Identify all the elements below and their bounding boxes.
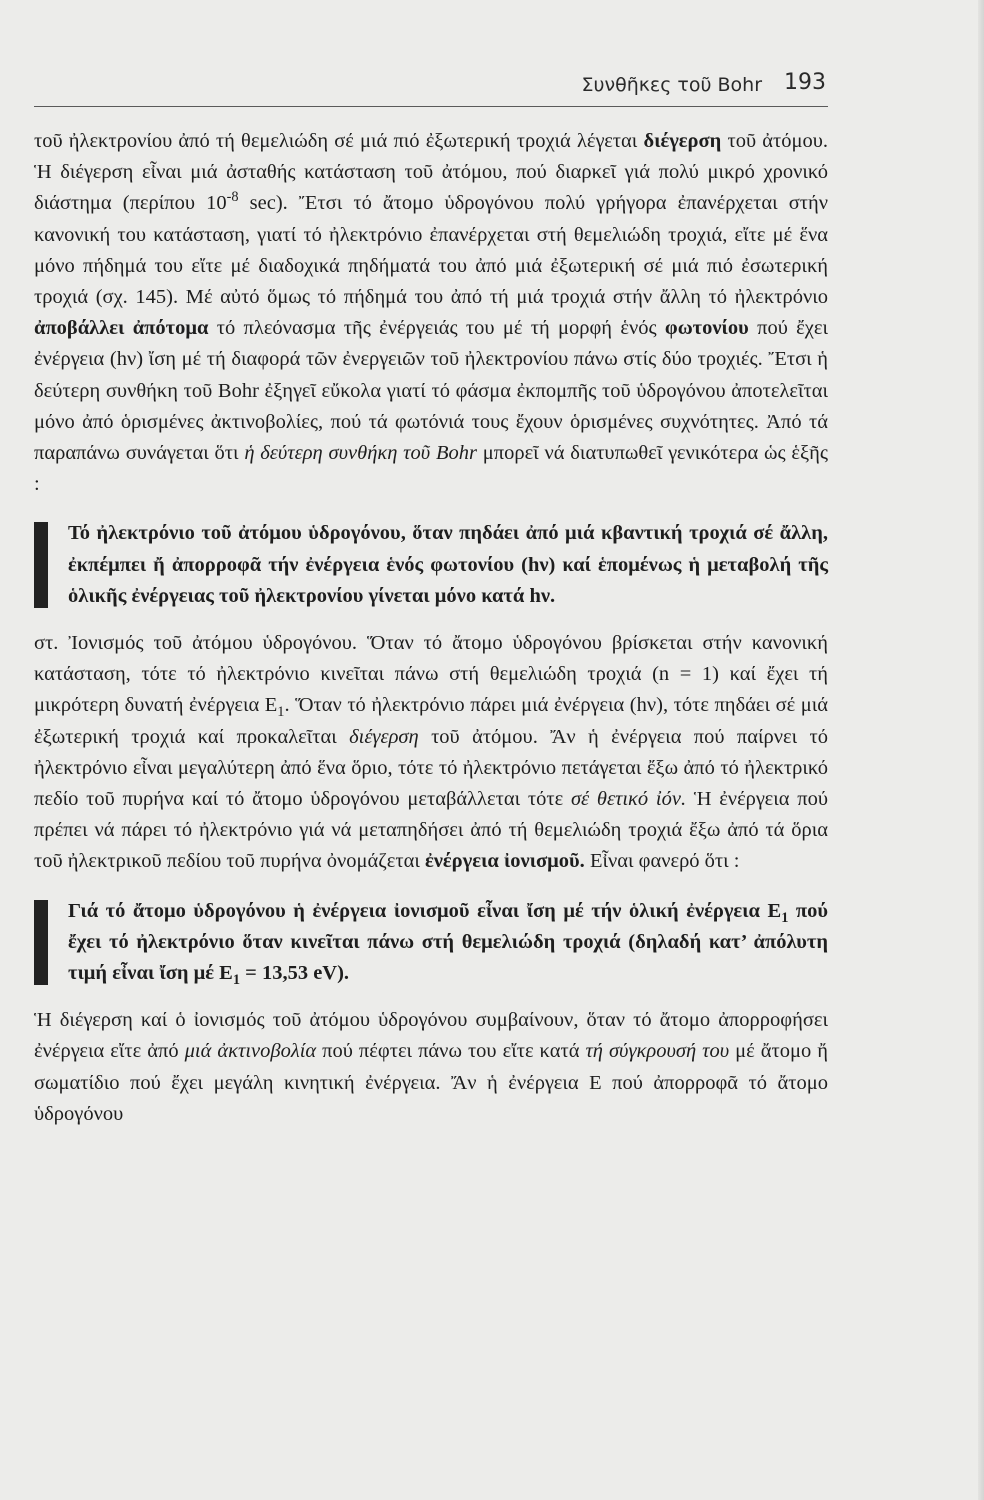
text-run: sec). Ἔτσι τό ἄτομο ὑδρογόνου πολύ γρήγορα ἐπανέρχεται στήν κανονική του κατάσταση, γιατί τό ἠλεκτρόνιο ἐπανέρχεται στή θεμελιώδη τροχιά, εἴτε μέ ἕνα μόνο πήδημά του εἴτε μέ διαδοχικά πηδήματά του ἀπό μιά ἐξωτερική σέ μιά πιό ἐσωτερική τροχιά (σχ. 145). Μέ αὐτό ὅμως τό πήδημά του ἀπό τή μιά τροχιά στήν ἄλλη τό ἠλεκτρόνιο <box>34 192 828 309</box>
text-run: πού ἔχει τό ἠλεκτρόνιο ὅταν κινεῖται πάνω στή θεμελιώδη τροχιά (δηλαδή κατ’ ἀπόλυτη τιμή εἶναι ἴση μέ E <box>68 899 828 985</box>
text-run: τοῦ ἠλεκτρονίου ἀπό τή θεμελιώδη σέ μιά πιό ἐξωτερική τροχιά λέγεται <box>34 130 644 152</box>
boxed-statement <box>68 896 828 990</box>
term-radiation: μιά ἀκτινοβολία <box>184 1040 317 1063</box>
text-run: τοῦ ἀτόμου. Ἄν ἡ ἐνέργεια πού παίρνει τό ἠλεκτρόνιο εἶναι μεγαλύτερη ἀπό ἕνα ὅριο, τότε τό ἠλεκτρόνιο πετάγεται ἔξω ἀπό τό ἠλεκτρικό πεδίο τοῦ πυρήνα καί τό ἄτομο ὑδρογόνου μεταβάλλεται τότε <box>34 725 829 811</box>
subscript: 1 <box>277 704 285 721</box>
text-run: Γιά τό ἄτομο ὑδρογόνου ἡ ἐνέργεια ἰονισμοῦ εἶναι ἴση μέ τήν ὁλική ἐνέργεια E <box>68 899 782 922</box>
text-run: Ἡ διέγερση καί ὁ ἰονισμός τοῦ ἀτόμου ὑδρογόνου συμβαίνουν, ὅταν τό ἄτομο ἀπορροφήσει ἐνέργεια εἴτε ἀπό <box>34 1009 828 1063</box>
text-run: . Ὅταν τό ἠλεκτρόνιο πάρει μιά ἐνέργεια (hν), τότε πηδάει σέ μιά ἐξωτερική τροχιά καί προκαλεῖται <box>34 694 829 748</box>
text-run: πού πέφτει πάνω του εἴτε κατά <box>316 1040 586 1063</box>
paragraph-excitation <box>34 126 828 500</box>
text-run: μπορεῖ νά διατυπωθεῖ γενικότερα ὡς ἑξῆς : <box>34 442 828 496</box>
page-number: 193 <box>784 70 826 95</box>
term-photon: φωτονίου <box>664 317 749 340</box>
paragraph-excitation-causes <box>34 1005 828 1130</box>
highlight-box-ionization-energy <box>34 896 828 990</box>
text-run: τοῦ ἀτόμου. Ἡ διέγερση εἶναι μιά ἀσταθής κατάσταση τοῦ ἀτόμου, πού διαρκεῖ γιά πολύ μικρό χρονικό διάστημα (περίπου 10 <box>34 130 828 215</box>
section-heading-ionization: στ. Ἰονισμός τοῦ ἀτόμου ὑδρογόνου. <box>34 632 358 655</box>
term-excitation-italic: διέγερση <box>349 725 419 748</box>
highlight-bar <box>34 522 48 608</box>
text-run: μέ ἄτομο ἤ σωματίδιο πού ἔχει μεγάλη κινητική ἐνέργεια. Ἄν ἡ ἐνέργεια E πού ἀπορροφᾶ τό ἄτομο ὑδρογόνου <box>34 1040 828 1125</box>
term-positive-ion: σέ θετικό ἰόν. <box>570 788 687 811</box>
text-run: πού ἔχει ἐνέργεια (hν) ἴση μέ τή διαφορά τῶν ἐνεργειῶν τοῦ ἠλεκτρονίου πάνω στίς δύο τροχιές. Ἔτσι ἡ δεύτερη συνθήκη τοῦ Bohr ἐξηγεῖ εὔκολα γιατί τό φάσμα ἐκπομπῆς τοῦ ὑδρογόνου ἀποτελεῖται μόνο ἀπό ὁρισμένες ἀκτινοβολίες, πού τά φωτόνιά τους ἔχουν ὁρισμένες συχνότητες. Ἀπό τά παραπάνω συνάγεται ὅτι <box>34 317 828 465</box>
text-run: = 13,53 eV). <box>240 962 350 985</box>
text-run: Ὅταν τό ἄτομο ὑδρογόνου βρίσκεται στήν κανονική κατάσταση, τότε τό ἠλεκτρόνιο κινεῖται πάνω στή θεμελιώδη τροχιά (n = 1) καί ἔχει τή μικρότερη δυνατή ἐνέργεια E <box>34 632 828 717</box>
text-run: Εἶναι φανερό ὅτι : <box>584 850 740 873</box>
exponent: -8 <box>226 189 239 206</box>
running-head <box>34 66 828 107</box>
highlight-box-second-condition <box>34 518 828 612</box>
subscript: 1 <box>232 972 241 989</box>
subscript: 1 <box>781 909 789 926</box>
paragraph-ionization <box>34 628 828 878</box>
term-excitation: διέγερση <box>643 130 722 152</box>
running-title: Συνθῆκες τοῦ Bohr <box>581 74 762 96</box>
page-edge <box>978 0 984 1500</box>
highlight-bar <box>34 900 48 986</box>
term-collision: τή σύγκρουσή του <box>585 1040 730 1063</box>
boxed-statement: Τό ἠλεκτρόνιο τοῦ ἀτόμου ὑδρογόνου, ὅταν πηδάει ἀπό μιά κβαντική τροχιά σέ ἄλλη, ἐκπέμπει ἤ ἀπορροφᾶ τήν ἐνέργεια ἑνός φωτονίου (hν) καί ἑπομένως ἡ μεταβολή τῆς ὁλικῆς ἐνέργειας τοῦ ἠλεκτρονίου γίνεται μόνο κατά hν. <box>68 522 828 607</box>
term-second-condition: ἡ δεύτερη συνθήκη τοῦ Bohr <box>244 442 477 465</box>
term-ionization-energy: ἐνέργεια ἰονισμοῦ. <box>424 850 585 873</box>
text-run: Ἡ ἐνέργεια πού πρέπει νά πάρει τό ἠλεκτρόνιο γιά νά μεταπηδήσει ἀπό τή θεμελιώδη τροχιά ἔξω ἀπό τά ὅρια τοῦ ἠλεκτρικοῦ πεδίου τοῦ πυρήνα ὀνομάζεται <box>34 788 828 873</box>
text-run: τό πλεόνασμα τῆς ἐνέργειάς του μέ τή μορφή ἑνός <box>208 317 665 340</box>
term-emits-abruptly: ἀποβάλλει ἀπότομα <box>34 317 209 340</box>
body-text <box>34 126 828 1130</box>
